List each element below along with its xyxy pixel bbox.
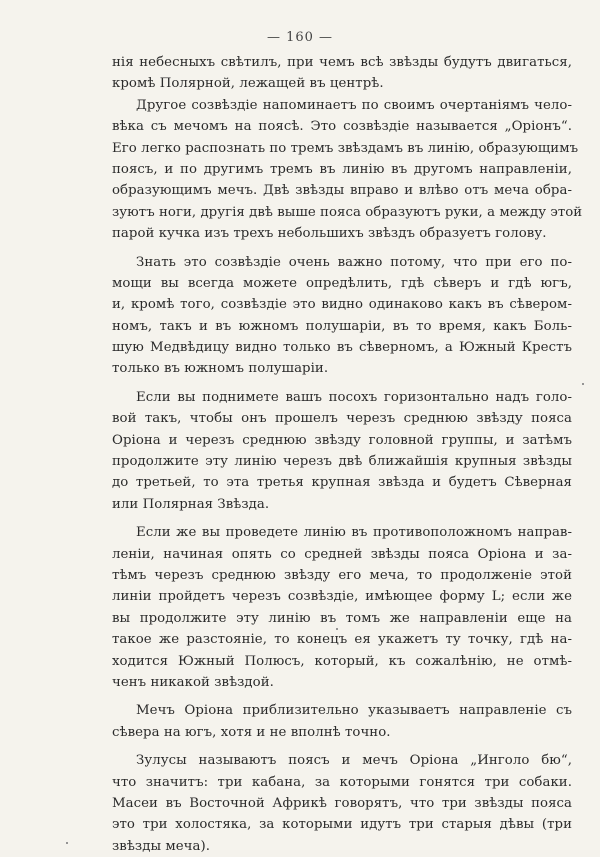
- text-line: номъ, такъ и въ южномъ полушаріи, въ то время, какъ Боль-: [112, 318, 572, 334]
- text-line: такое же разстояніе, то конецъ ея укажетъ ту точку, гдѣ на-: [112, 632, 572, 648]
- text-line: Его легко распознать по тремъ звѣздамъ въ линію, образующимъ: [112, 140, 579, 156]
- text-line: Если же вы проведете линію въ противоположномъ направ-: [136, 525, 572, 541]
- text-line: парой кучка изъ трехъ небольшихъ звѣздъ образуетъ голову.: [112, 226, 547, 242]
- text-line: шую Медвѣдицу видно только въ сѣверномъ, а Южный Крестъ: [112, 340, 572, 356]
- text-line: или Полярная Звѣзда.: [112, 496, 270, 512]
- scan-speck: [582, 383, 584, 385]
- text-line: кромѣ Полярной, лежащей въ центрѣ.: [112, 76, 384, 92]
- text-line: ченъ никакой звѣздой.: [112, 674, 274, 690]
- text-line: вы продолжите эту линію въ томъ же направленіи еще на: [112, 610, 572, 626]
- text-line: Другое созвѣздіе напоминаетъ по своимъ очертаніямъ чело-: [136, 97, 572, 113]
- text-line: поясъ, и по другимъ тремъ въ линію въ другомъ направленіи,: [112, 161, 572, 177]
- text-line: до третьей, то эта третья крупная звѣзда и будетъ Сѣверная: [112, 475, 572, 491]
- text-line: Знать это созвѣздіе очень важно потому, что при его по-: [136, 254, 572, 270]
- text-line: леніи, начиная опять со средней звѣзды пояса Оріона и за-: [112, 546, 572, 562]
- text-line: зуютъ ноги, другія двѣ выше пояса образуютъ руки, а между этой: [112, 204, 583, 220]
- text-line: тѣмъ черезъ среднюю звѣзду его меча, то продолженіе этой: [112, 567, 572, 583]
- text-line: Мечъ Оріона приблизительно указываетъ направленіе съ: [136, 703, 572, 719]
- text-line: продолжите эту линію черезъ двѣ ближайшія крупныя звѣзды: [112, 454, 572, 470]
- text-line: только въ южномъ полушаріи.: [112, 361, 329, 377]
- text-line: сѣвера на югъ, хотя и не вполнѣ точно.: [112, 724, 391, 740]
- text-line: образующимъ мечъ. Двѣ звѣзды вправо и влѣво отъ меча обра-: [112, 183, 572, 199]
- text-line: звѣзды меча).: [112, 838, 211, 854]
- text-line: Оріона и черезъ среднюю звѣзду головной группы, и затѣмъ: [112, 432, 572, 448]
- text-line: Если вы поднимете вашъ посохъ горизонтально надъ голо-: [136, 389, 572, 405]
- text-line: вѣка съ мечомъ на поясѣ. Это созвѣздіе называется „Оріонъ“.: [112, 119, 572, 135]
- scan-speck: [66, 842, 68, 844]
- text-line: вой такъ, чтобы онъ прошелъ черезъ среднюю звѣзду пояса: [112, 411, 572, 427]
- text-line: Масеи въ Восточной Африкѣ говорятъ, что три звѣзды пояса: [112, 795, 572, 811]
- text-line: ходится Южный Полюсъ, который, къ сожалѣнію, не отмѣ-: [112, 653, 572, 669]
- text-line: это три холостяка, за которыми идутъ три старыя дѣвы (три: [112, 817, 572, 833]
- scan-speck: [336, 628, 338, 630]
- text-line: что значитъ: три кабана, за которыми гонятся три собаки.: [112, 774, 572, 790]
- text-line: нія небесныхъ свѣтилъ, при чемъ всѣ звѣзды будутъ двигаться,: [112, 55, 572, 70]
- text-line: линіи пройдетъ черезъ созвѣздіе, имѣющее форму L; если же: [112, 589, 572, 605]
- body-text: [112, 52, 583, 857]
- text-line: Зулусы называютъ поясъ и мечъ Оріона „Инголо бю“,: [136, 753, 572, 769]
- text-line: и, кромѣ того, созвѣздіе это видно одинаково какъ въ сѣвером-: [112, 297, 572, 313]
- text-line: мощи вы всегда можете опредѣлить, гдѣ сѣверъ и гдѣ югъ,: [112, 275, 572, 291]
- page-number: — 160 —: [266, 30, 334, 45]
